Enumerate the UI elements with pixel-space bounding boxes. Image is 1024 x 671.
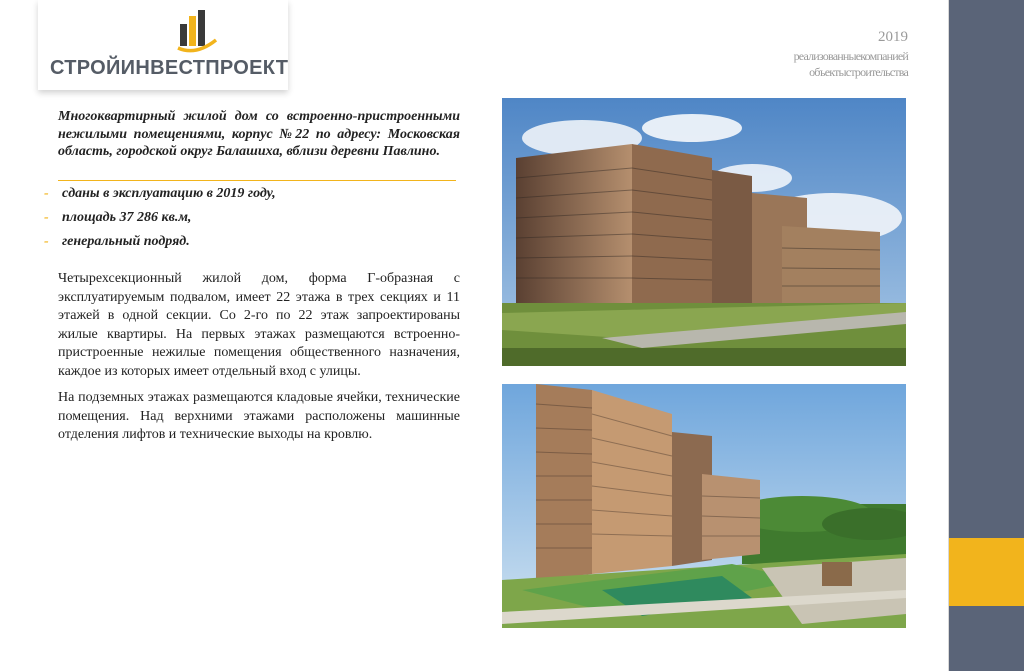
year-label: 2019 <box>878 29 908 45</box>
sidebar-accent-block <box>949 538 1024 606</box>
bullet-text: генеральный подряд. <box>62 234 190 249</box>
bullet-dash: - <box>44 186 49 201</box>
description-paragraph-2: На подземных этажах размещаются кладовые ячейки, технические помещения. Над верхними этажами расположены машинные отделения лифтов и технические выходы на кровлю. <box>58 390 460 442</box>
building-photo-street-view <box>502 98 906 366</box>
description-paragraph-1: Четырехсекционный жилой дом, форма Г-образная с эксплуатируемым подвалом, имеет 22 этажа в трех секциях и 11 этажей в одной секции. Со 2-го по 22 этаж запроектированы жилые квартиры. На первых этажах размещаются встроенно-пристроенные нежилые помещения общественного назначения, каждое из которых имеет отдельный вход с улицы. <box>58 271 460 379</box>
logo-text: СТРОЙИНВЕСТПРОЕКТ <box>50 57 289 79</box>
company-logo-mark-icon <box>176 10 218 56</box>
bullet-text: площадь 37 286 кв.м, <box>62 210 192 225</box>
logo <box>38 0 288 90</box>
tagline <box>708 48 908 80</box>
list-item <box>44 232 464 256</box>
tagline-line-1: реализованныекомпанией <box>793 49 908 63</box>
right-sidebar-decoration <box>949 0 1024 671</box>
bullet-list <box>44 184 464 256</box>
bullet-text: сданы в эксплуатацию в 2019 году, <box>62 186 276 201</box>
list-item <box>44 208 464 232</box>
building-photo-aerial-view <box>502 384 906 628</box>
tagline-line-2: объектыстроительства <box>809 65 908 79</box>
heading-divider <box>58 180 456 181</box>
description <box>58 270 460 453</box>
bullet-dash: - <box>44 210 49 225</box>
bullet-dash: - <box>44 234 49 249</box>
list-item <box>44 184 464 208</box>
project-heading: Многоквартирный жилой дом со встроенно-пристроенными нежилыми помещениями, корпус №22 по адресу: Московская область, городской округ Балашиха, вблизи деревни Павлино. <box>58 109 460 159</box>
